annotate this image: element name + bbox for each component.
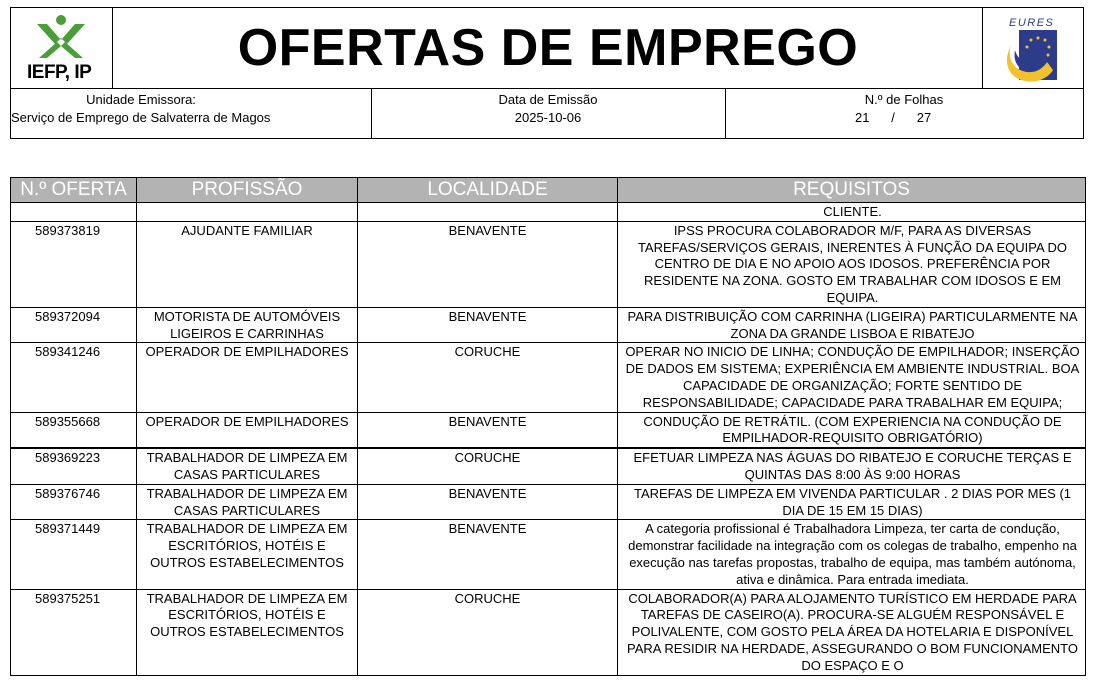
sheet-current: 21 — [855, 110, 870, 125]
table-row — [11, 484, 1086, 520]
sheets-cell — [725, 89, 1083, 138]
sheets-value — [855, 110, 931, 125]
profession: MOTORISTA DE AUTOMÓVEIS LIGEIROS E CARRINHAS — [137, 307, 358, 343]
location: CORUCHE — [358, 448, 618, 484]
location: CORUCHE — [358, 589, 618, 675]
profession: TRABALHADOR DE LIMPEZA EM CASAS PARTICULARES — [137, 484, 358, 520]
sheets-label: N.º de Folhas — [864, 92, 944, 107]
table-row — [11, 343, 1086, 412]
issuer-cell — [11, 89, 372, 138]
date-label: Data de Emissão — [498, 92, 598, 107]
location — [358, 203, 618, 222]
profession: TRABALHADOR DE LIMPEZA EM ESCRITÓRIOS, HOTÉIS E OUTROS ESTABELECIMENTOS — [137, 589, 358, 675]
issuer-value: Serviço de Emprego de Salvaterra de Magos — [11, 110, 271, 125]
requirements: COLABORADOR(A) PARA ALOJAMENTO TURÍSTICO EM HERDADE PARA TAREFAS DE CASEIRO(A). PROCURA-SE ALGUÉM RESPONSÁVEL E POLIVALENTE, COM GOSTO PELA ÁREA DA HOTELARIA E DISPONÍVEL PARA RESIDIR NA HERDADE, ASSEGURANDO O BOM FUNCIONAMENTO DO ESPAÇO E O — [618, 589, 1086, 675]
requirements: A categoria profissional é Trabalhadora Limpeza, ter carta de condução, demonstrar facilidade na integração com os colegas de trabalho, empenho na execução nas tarefas propostas, trabalho de equipa, mas também autónoma, ativa e dinâmica. Para entrada imediata. — [618, 520, 1086, 589]
column-header-requirements: REQUISITOS — [618, 178, 1086, 203]
eures-emblem-icon — [1003, 28, 1063, 84]
location: BENAVENTE — [358, 484, 618, 520]
table-row — [11, 520, 1086, 589]
offer-number: 589375251 — [11, 589, 137, 675]
document-header — [10, 7, 1084, 138]
requirements: PARA DISTRIBUIÇÃO COM CARRINHA (LIGEIRA) PARTICULARMENTE NA ZONA DA GRANDE LISBOA E RIBATEJO — [618, 307, 1086, 343]
offer-number — [11, 203, 137, 222]
profession: AJUDANTE FAMILIAR — [137, 221, 358, 307]
sheet-separator: / — [891, 110, 895, 125]
location: BENAVENTE — [358, 412, 618, 448]
requirements: TAREFAS DE LIMPEZA EM VIVENDA PARTICULAR . 2 DIAS POR MES (1 DIA DE 15 EM 15 DIAS) — [618, 484, 1086, 520]
offer-number: 589371449 — [11, 520, 137, 589]
requirements: EFETUAR LIMPEZA NAS ÁGUAS DO RIBATEJO E CORUCHE TERÇAS E QUINTAS DAS 8:00 ÀS 9:00 HORAS — [618, 448, 1086, 484]
eures-logo — [982, 8, 1083, 88]
profession: OPERADOR DE EMPILHADORES — [137, 412, 358, 448]
location: BENAVENTE — [358, 520, 618, 589]
offer-number: 589372094 — [11, 307, 137, 343]
table-row — [11, 307, 1086, 343]
page-title: OFERTAS DE EMPREGO — [237, 19, 859, 77]
offer-number: 589341246 — [11, 343, 137, 412]
header-title-band — [10, 7, 1084, 89]
issuer-label: Unidade Emissora: — [86, 92, 196, 107]
sheet-total: 27 — [916, 110, 932, 125]
requirements: IPSS PROCURA COLABORADOR M/F, PARA AS DIVERSAS TAREFAS/SERVIÇOS GERAIS, INERENTES À FUNÇÃO DA EQUIPA DO CENTRO DE DIA E NO APOIO AOS IDOSOS. PREFERÊNCIA POR RESIDENTE NA ZONA. GOSTO EM TRABALHAR COM IDOSOS E EM EQUIPA. — [618, 221, 1086, 307]
requirements: CONDUÇÃO DE RETRÁTIL. (COM EXPERIENCIA NA CONDUÇÃO DE EMPILHADOR-REQUISITO OBRIGATÓRIO) — [618, 412, 1086, 448]
profession: OPERADOR DE EMPILHADORES — [137, 343, 358, 412]
profession: TRABALHADOR DE LIMPEZA EM ESCRITÓRIOS, HOTÉIS E OUTROS ESTABELECIMENTOS — [137, 520, 358, 589]
table-row — [11, 412, 1086, 448]
profession — [137, 203, 358, 222]
table-row — [11, 589, 1086, 675]
table-row — [11, 448, 1086, 484]
date-value: 2025-10-06 — [514, 110, 582, 125]
job-offers-table — [10, 177, 1086, 676]
date-cell — [371, 89, 726, 138]
offer-number: 589376746 — [11, 484, 137, 520]
iefp-logo-text: IEFP, IP — [27, 62, 92, 83]
requirements: CLIENTE. — [618, 203, 1086, 222]
table-row — [11, 203, 1086, 222]
profession: TRABALHADOR DE LIMPEZA EM CASAS PARTICULARES — [137, 448, 358, 484]
location: CORUCHE — [358, 343, 618, 412]
offer-number: 589369223 — [11, 448, 137, 484]
column-header-profession: PROFISSÃO — [137, 178, 358, 203]
header-info-band — [10, 88, 1084, 139]
column-header-location: LOCALIDADE — [358, 178, 618, 203]
column-header-offer-number: N.º OFERTA — [11, 178, 137, 203]
eures-logo-text: EURES — [1009, 17, 1055, 29]
iefp-emblem-icon — [29, 14, 93, 60]
offer-number: 589355668 — [11, 412, 137, 448]
offer-number: 589373819 — [11, 221, 137, 307]
location: BENAVENTE — [358, 307, 618, 343]
table-row — [11, 221, 1086, 307]
location: BENAVENTE — [358, 221, 618, 307]
requirements: OPERAR NO INICIO DE LINHA; CONDUÇÃO DE EMPILHADOR; INSERÇÃO DE DADOS EM SISTEMA; EXPERIÊNCIA EM AMBIENTE INDUSTRIAL. BOA CAPACIDADE DE ORGANIZAÇÃO; FORTE SENTIDO DE RESPONSABILIDADE; CAPACIDADE PARA TRABALHAR EM EQUIPA; — [618, 343, 1086, 412]
table-header-row — [11, 178, 1086, 203]
iefp-logo — [11, 8, 113, 88]
